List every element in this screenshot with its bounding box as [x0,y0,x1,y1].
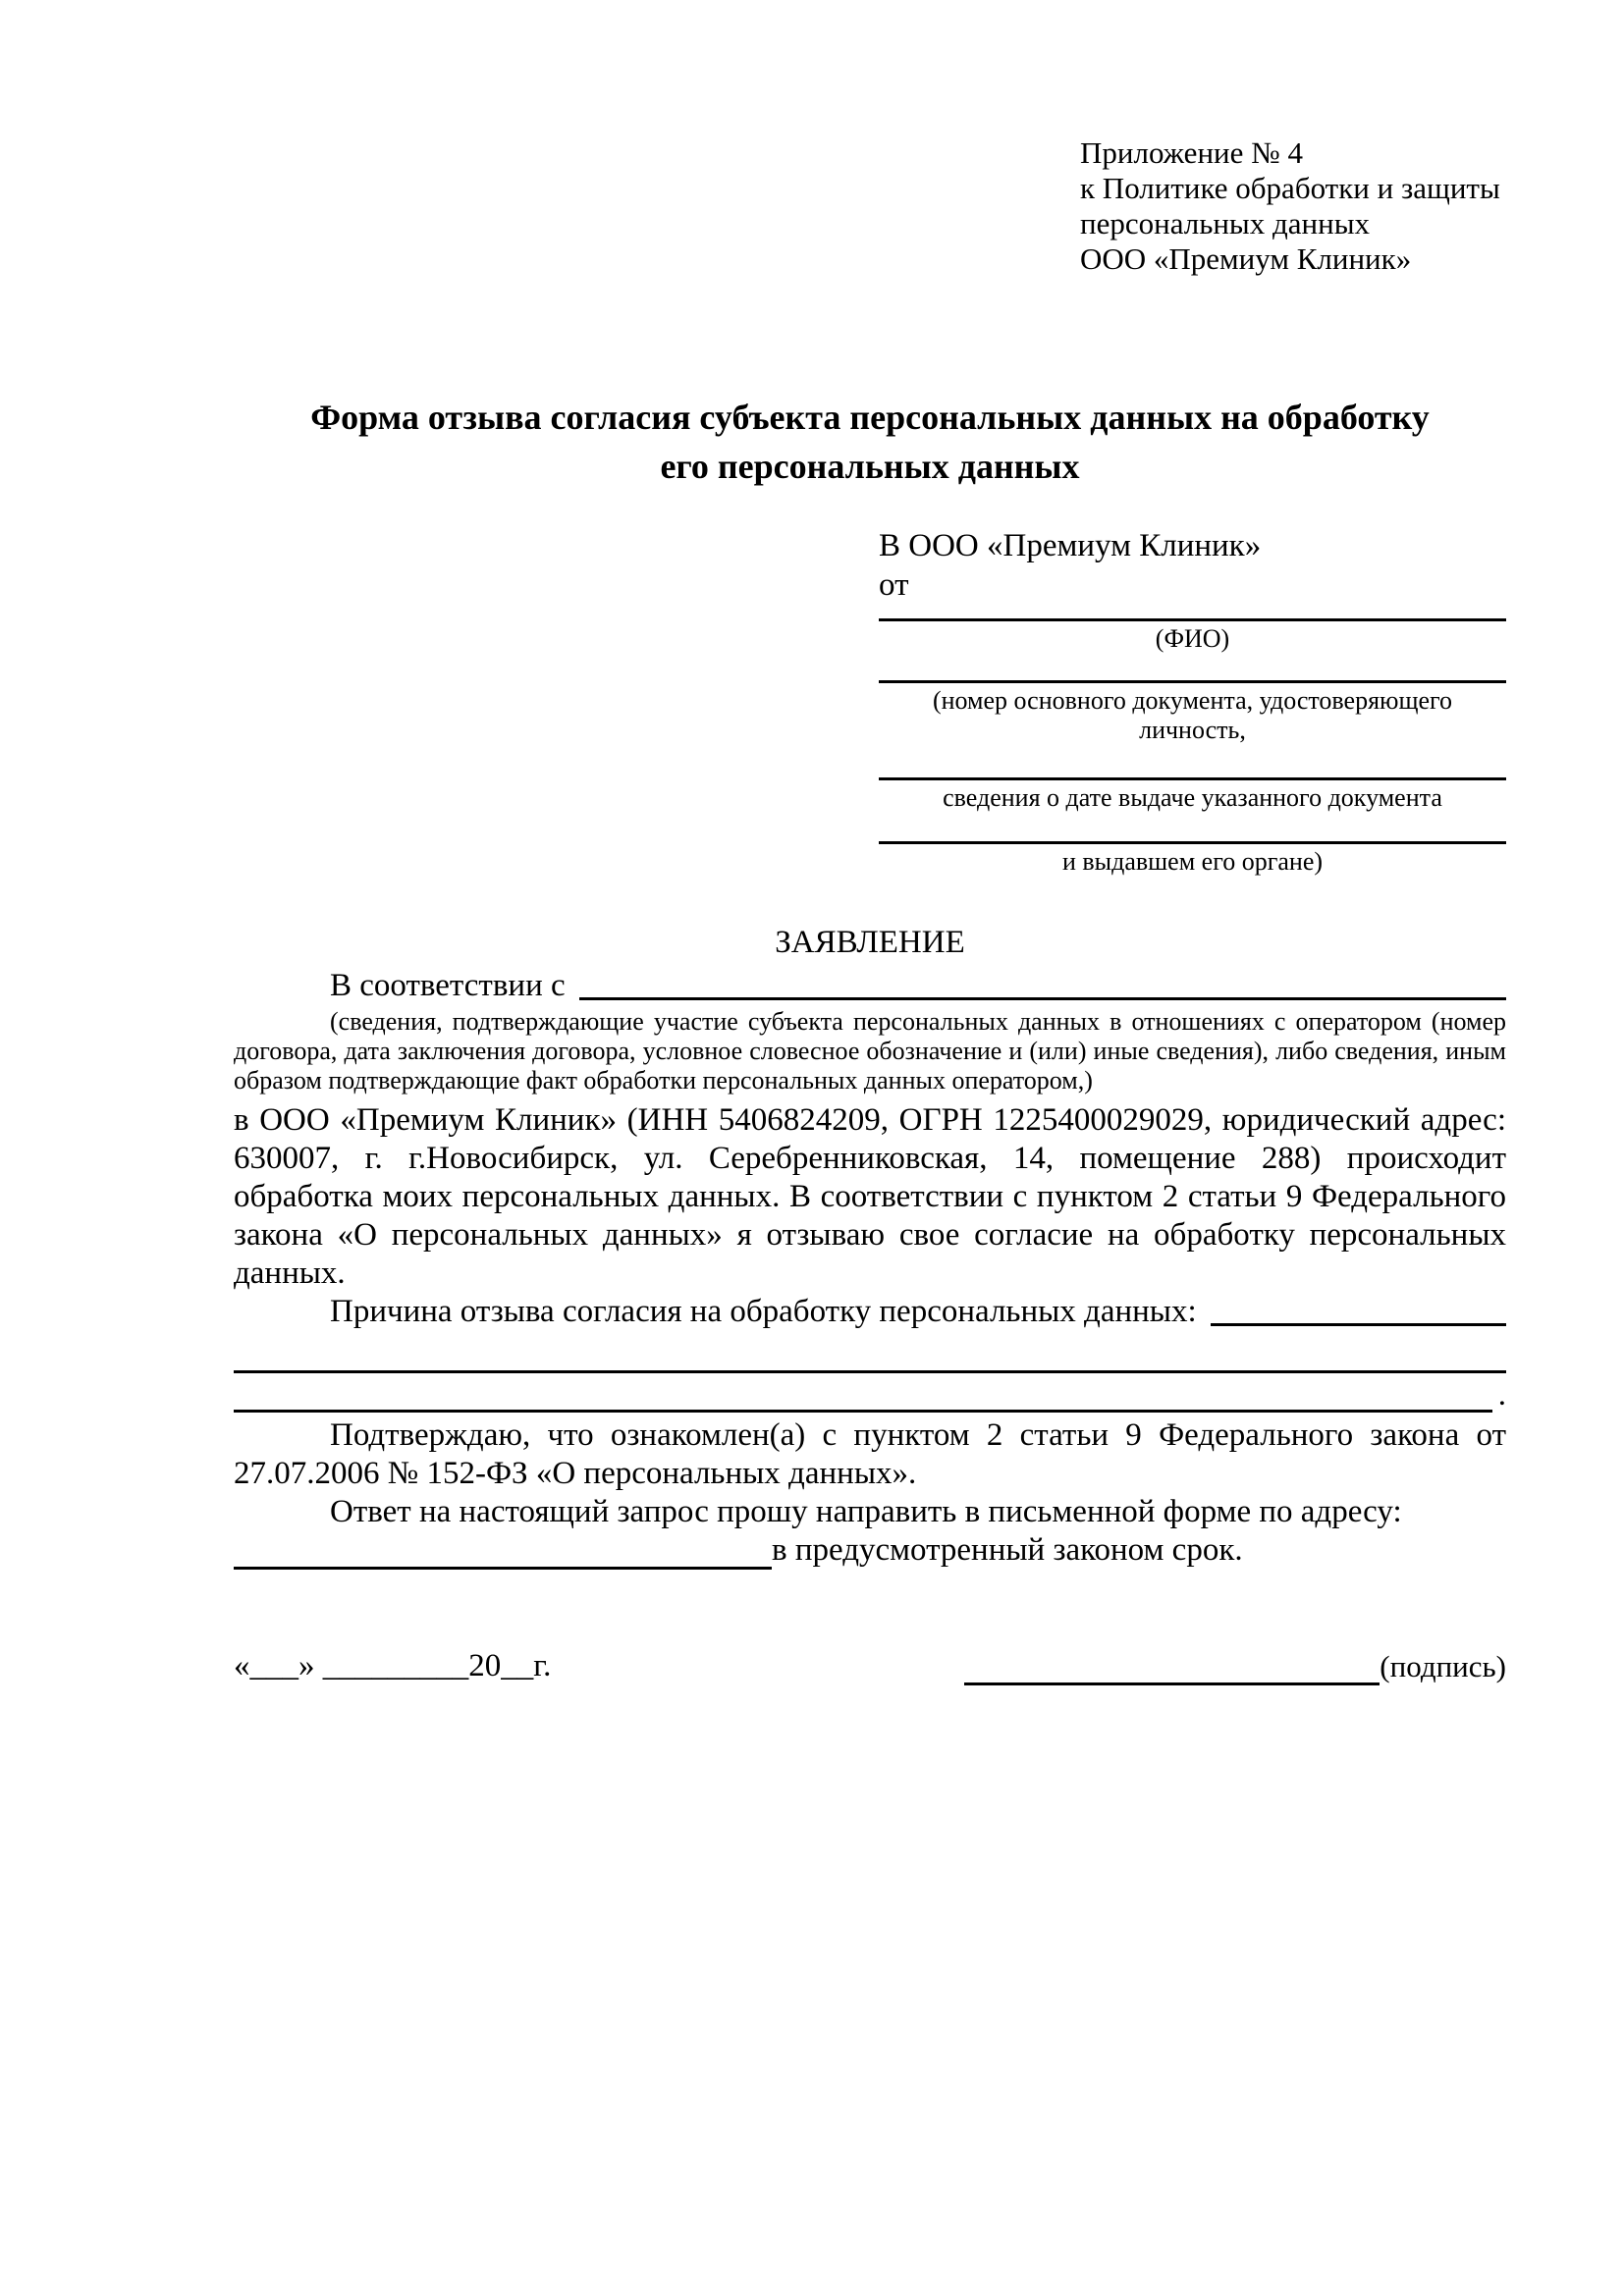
document-number-blank-line [879,654,1506,683]
reply-paragraph: Ответ на настоящий запрос прошу направить в письменной форме по адресу: [330,1494,1402,1529]
statement-heading: ЗАЯВЛЕНИЕ [775,925,965,960]
appendix-block [1080,135,1506,277]
addressee-block [879,526,1506,877]
line-end-period: . [1497,1377,1506,1413]
intro-line [234,967,1506,1005]
addressee-to: В ООО «Премиум Клиник» [879,528,1262,563]
appendix-line: к Политике обработки и защиты [1080,171,1500,205]
issue-date-label: сведения о дате выдаче указанного документа [943,783,1442,812]
document-title: Форма отзыва согласия субъекта персональных данных на обработку его персональных данных [310,398,1430,486]
reason-continuation-blank-line-1 [234,1331,1506,1373]
reply-suffix: в предусмотренный законом срок. [772,1532,1243,1568]
confirm-paragraph: Подтверждаю, что ознакомлен(а) с пунктом 2 статьи 9 Федерального закона от 27.07.2006 № 152-ФЗ «О персональных данных». [234,1417,1506,1491]
fio-blank-line [879,605,1506,621]
reason-blank-line [1211,1293,1506,1326]
signature-group [964,1648,1506,1685]
signature-label: (подпись) [1380,1649,1506,1683]
reply-address-blank-line [234,1533,772,1570]
document-number-label: (номер основного документа, удостоверяющего личность, [932,686,1453,744]
reply-address-line [234,1531,1506,1570]
reason-label: Причина отзыва согласия на обработку персональных данных: [330,1294,1197,1329]
fio-label: (ФИО) [1155,624,1230,653]
appendix-line: ООО «Премиум Клиник» [1080,241,1412,276]
reason-continuation-blank-line-2 [234,1373,1506,1413]
issuer-label: и выдавшем его органе) [1061,847,1324,876]
reason-line [234,1293,1506,1331]
addressee-from: от [879,567,909,603]
intro-prefix: В соответствии с [330,968,566,1003]
appendix-line: Приложение № 4 [1080,135,1303,170]
date-line: «___» _________20__г. [234,1648,552,1683]
signature-blank-line [964,1649,1380,1685]
issuer-blank-line [879,813,1506,844]
footer-row [234,1646,1506,1685]
appendix-line: персональных данных [1080,206,1371,240]
issue-date-blank-line [879,745,1506,780]
intro-blank-line [579,967,1506,1000]
footnote-text: (сведения, подтверждающие участие субъекта персональных данных в отношениях с оператором (номер договора, дата заключения договора, условное словесное обозначение и (или) иные сведения), либо сведения, иным образом подтверждающие факт обработки персональных данных оператором,) [234,1007,1506,1095]
body-paragraph: в ООО «Премиум Клиник» (ИНН 5406824209, ОГРН 1225400029029, юридический адрес: 630007, г. г.Новосибирск, ул. Серебренниковская, 14, помещение 288) происходит обработка моих персональных данных. В соответствии с пунктом 2 статьи 9 Федерального закона «О персональных данных» я отзываю свое согласие на обработку персональных данных. [234,1102,1506,1291]
reason-continuation-rule [234,1373,1492,1413]
